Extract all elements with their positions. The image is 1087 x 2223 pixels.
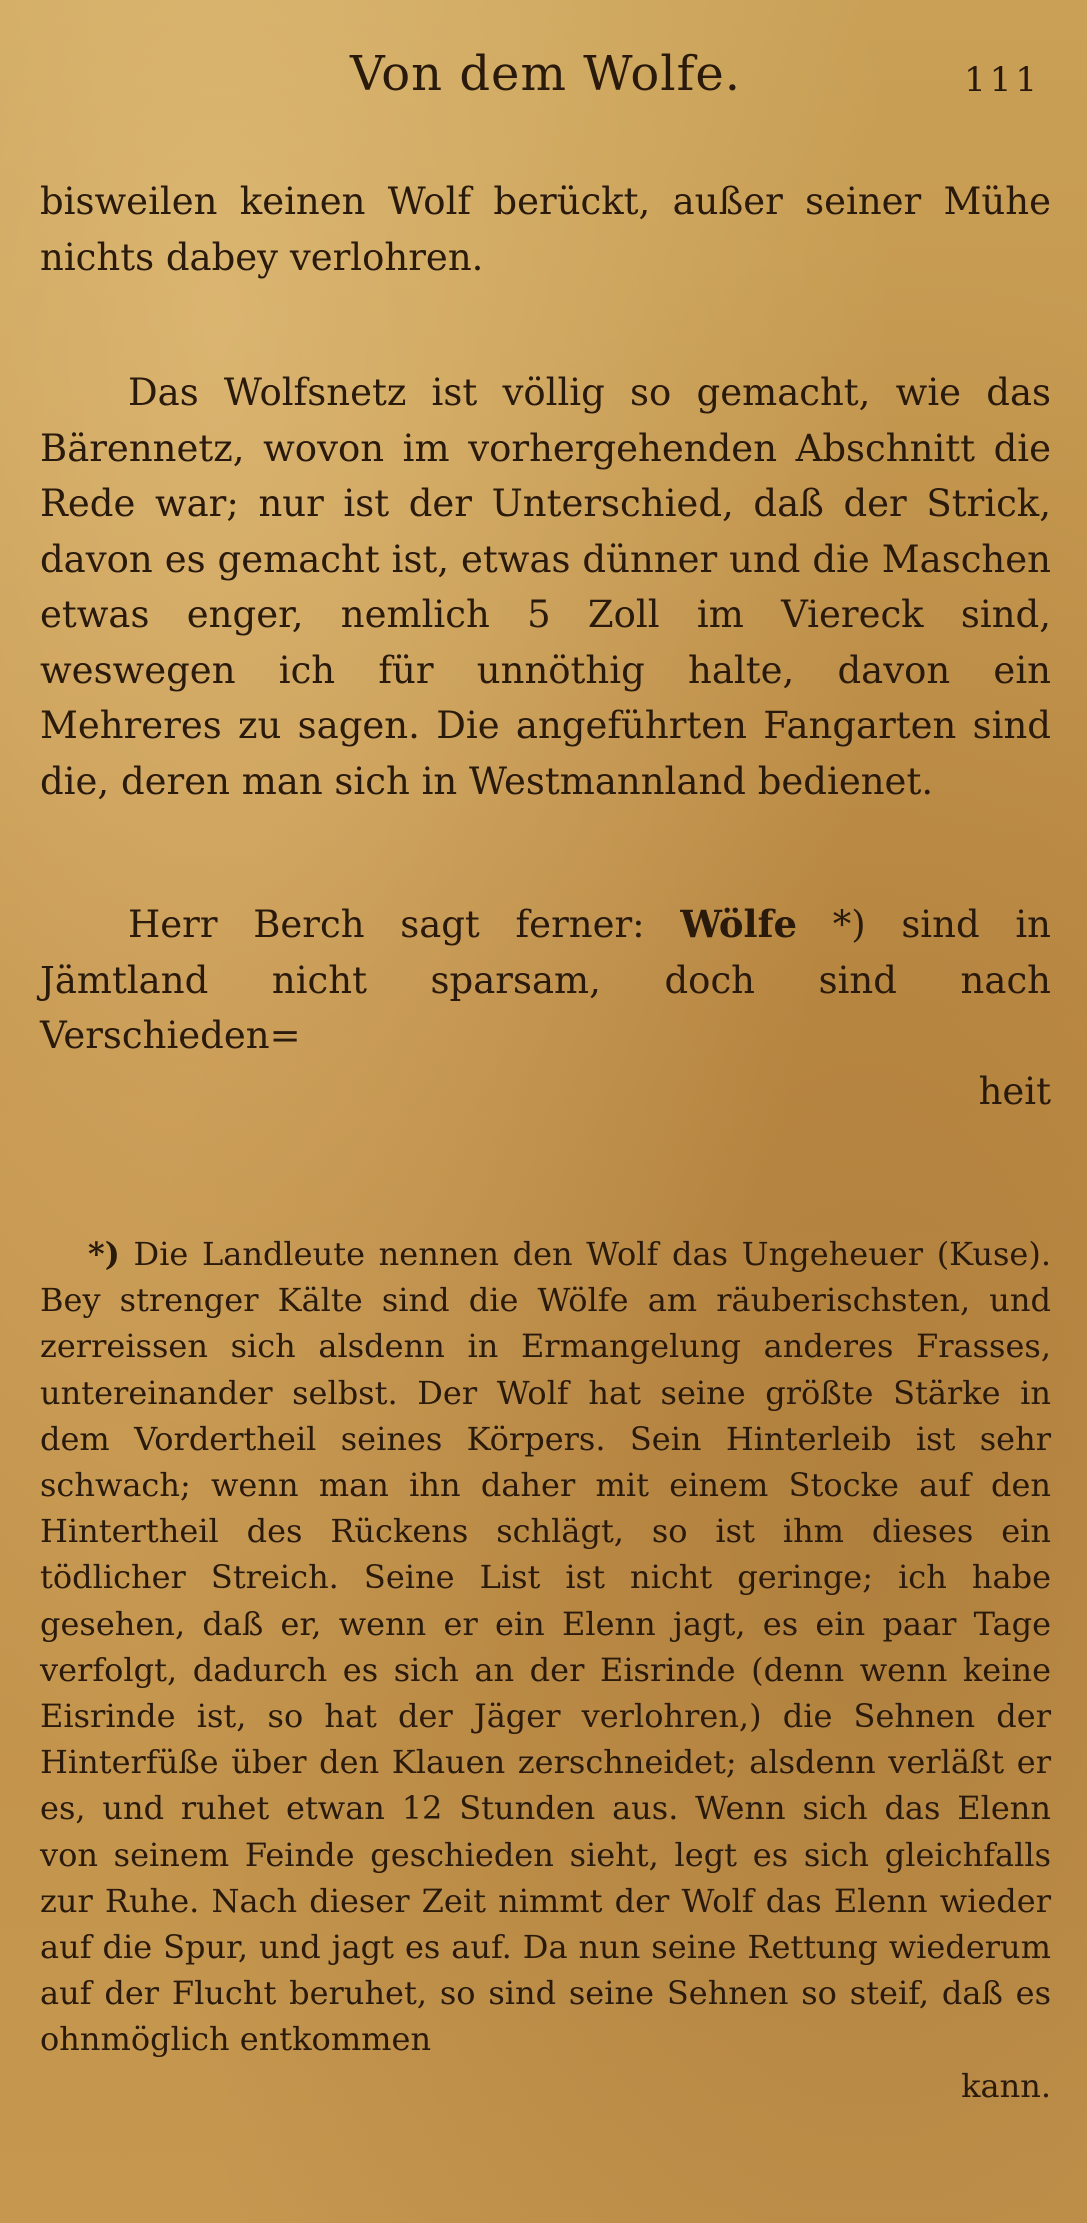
paragraph-continued: bisweilen keinen Wolf berückt, außer seiner Mühe nichts dabey verlohren. <box>40 180 1051 279</box>
paragraph-berch-quote <box>40 897 1051 1119</box>
footnote-text: Die Landleute nennen den Wolf das Ungeheuer (Kuse). Bey strenger Kälte sind die Wölfe am räuberischsten, und zerreissen sich alsdenn in Ermangelung anderes Frasses, untereinander selbst. Der Wolf hat seine größte Stärke in dem Vordertheil seines Körpers. Sein Hinterleib ist sehr schwach; wenn man ihn daher mit einem Stocke auf den Hintertheil des Rückens schlägt, so ist ihm dieses ein tödlicher Streich. Seine List ist nicht geringe; ich habe gesehen, daß er, wenn er ein Elenn jagt, es ein paar Tage verfolgt, dadurch es sich an der Eisrinde (denn wenn keine Eisrinde ist, so hat der Jäger verlohren,) die Sehnen der Hinterfüße über den Klauen zerschneidet; alsdenn verläßt er es, und ruhet etwan 12 Stunden aus. Wenn sich das Elenn von seinem Feinde geschieden sieht, legt es sich gleichfalls zur Ruhe. Nach dieser Zeit nimmt der Wolf das Elenn wieder auf die Spur, und jagt es auf. Da nun seine Rettung wiederum auf der Flucht beruhet, so sind seine Sehnen so steif, daß es ohnmöglich entkommen <box>40 1235 1052 2059</box>
footnote-marker: *) <box>88 1235 120 1273</box>
catchword: heit <box>978 1069 1051 1113</box>
paragraph-wolf-net: Das Wolfsnetz ist völlig so gemacht, wie das Bärennetz, wovon im vorhergehenden Abschnitt die Rede war; nur ist der Unterschied, daß der Strick, davon es gemacht ist, etwas dünner und die Maschen etwas enger, nemlich 5 Zoll im Viereck sind, weswegen ich für unnöthig halte, davon ein Mehreres zu sagen. Die angeführten Fangarten sind die, deren man sich in Westmannland bedienet. <box>40 371 1051 803</box>
running-title: Von dem Wolfe. <box>350 46 741 102</box>
quote-intro: Herr Berch sagt ferner: <box>128 903 645 946</box>
running-head <box>40 0 1051 130</box>
page-number: 111 <box>964 60 1041 100</box>
footnote-last-word: kann. <box>961 2066 1051 2105</box>
footnote <box>40 1231 1051 2109</box>
quote-continuation: *) sind in Jämtland nicht sparsam, doch sind nach Verschieden= <box>40 903 1051 1057</box>
emphasized-word: Wölfe <box>680 902 798 946</box>
